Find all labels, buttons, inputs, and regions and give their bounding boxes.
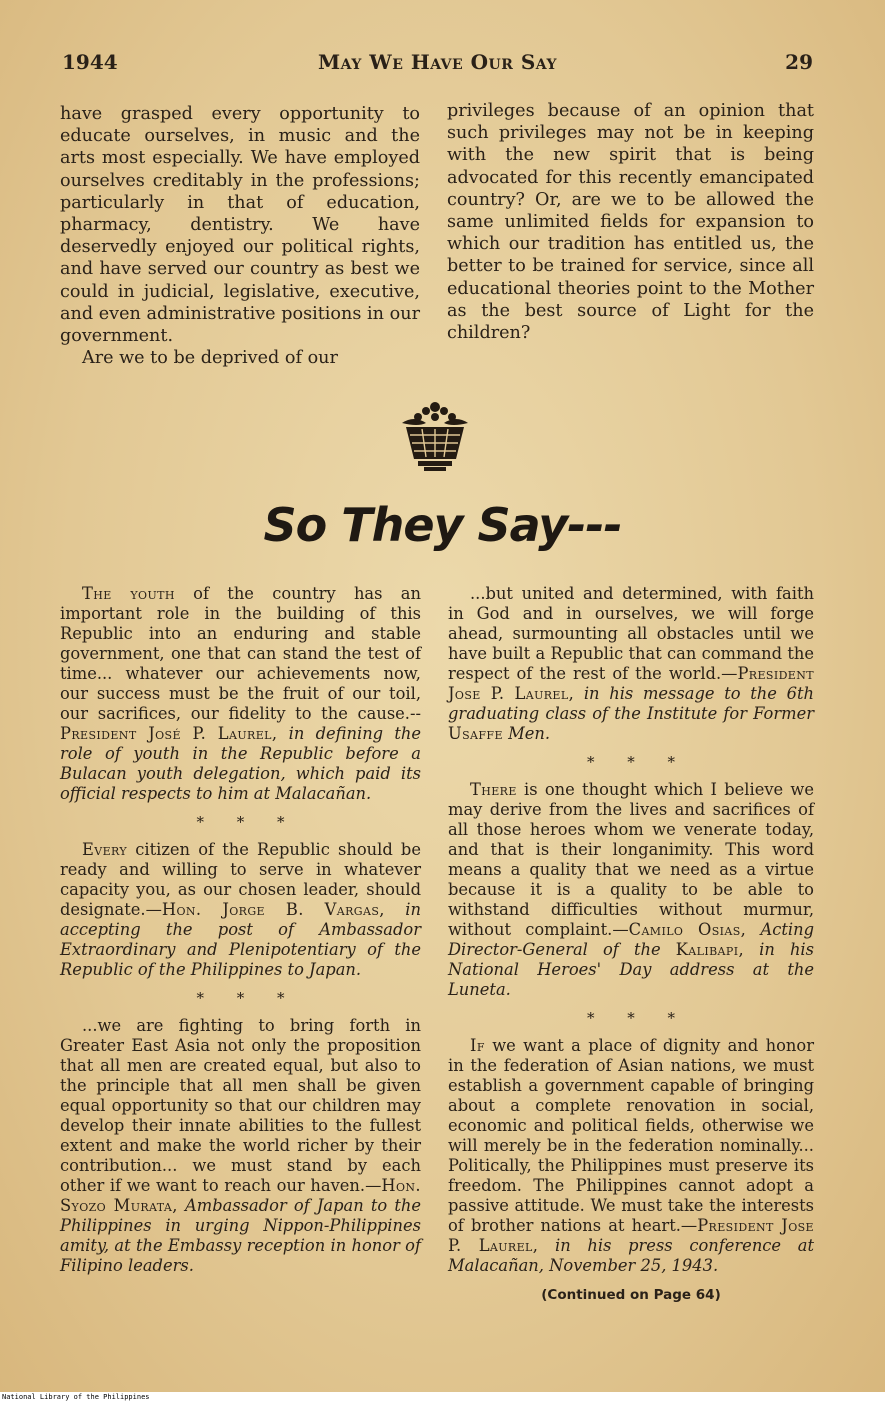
quote-text: we want a place of dignity and honor in the federation of Asian nations, we must establish a government capable of bringing about a complete renovation in social, economic and political fields, otherwise we will merely be in the federation nominally... Politically, the Philippines must preserve its freedom. The Philippines cannot adopt a passive attitude. We must take the interests of brother nations at heart.— <box>448 1036 814 1235</box>
quote-context: Ambassador of Japan to the Philippines in urging Nippon-Philippines amity, at the Embassy reception in honor of Filipino leaders. <box>60 1196 422 1275</box>
quote-context: in accepting the post of Ambassador Extraordinary and Plenipotentiary of the Republic of the Philippines to Japan. <box>60 900 422 979</box>
quote-fighting <box>60 1016 421 1276</box>
quote-context: in defining the role of youth in the Republic before a Bulacan youth delegation, which paid its official respects to him at Malacañan. <box>60 724 421 803</box>
quote-author: President Jose P. Laurel, <box>448 664 814 703</box>
quote-text: citizen of the Republic should be ready and willing to serve in whatever capacity you, as our chosen leader, should designate.— <box>60 840 421 919</box>
article-column-left <box>60 103 420 369</box>
header-page-number: 29 <box>785 50 813 74</box>
quote-lead: There <box>470 780 517 799</box>
article-paragraph: Are we to be deprived of our <box>82 348 338 369</box>
flower-basket-ornament-icon <box>396 397 474 475</box>
page-header <box>62 50 813 80</box>
quote-author: Hon. Jorge B. Vargas, <box>161 900 385 919</box>
quote-united <box>448 584 814 744</box>
stars-separator: * * * <box>196 989 299 1007</box>
quotes-column-right <box>448 584 814 1306</box>
quote-lead: If <box>470 1036 485 1055</box>
footer-credit: National Library of the Philippines <box>0 1392 885 1403</box>
quote-author: Camilo Osias, <box>628 920 747 939</box>
article-paragraph: privileges because of an opinion that such privileges may not be in keeping with the new spirit that is being advocated for this recently emancipated country? Or, are we to be allowed the same unlimited fields for expansion to which our tradition has entitled us, the better to be trained for service, since all educational theories point to the Mother as the best source of Light for the children? <box>447 101 814 344</box>
stars-separator: * * * <box>586 753 690 771</box>
header-year: 1944 <box>62 50 118 74</box>
quote-author: President Jose P. Laurel, <box>448 1216 814 1255</box>
section-title: So They Say--- <box>263 498 622 552</box>
quote-context: in his message to the 6th graduating class of the Institute for Former <box>448 684 814 723</box>
quote-context: in his National Heroes' Day address at the Luneta. <box>448 940 814 999</box>
quote-text: ...we are fighting to bring forth in Greater East Asia not only the proposition that all men are created equal, but also to the principle that all men shall be given equal opportunity so that our children may develop their innate abilities to the fullest extent and make the world richer by their contribution... we must stand by each other if we want to reach our haven.— <box>60 1016 421 1195</box>
continued-notice: (Continued on Page 64) <box>541 1287 721 1303</box>
quote-lead: The youth <box>82 584 175 603</box>
quotes-column-left <box>60 584 421 1276</box>
article-column-right <box>447 100 814 344</box>
article-paragraph: have grasped every opportunity to educate ourselves, in music and the arts most especially. We have employed ourselves creditably in the professions; particularly in that of education, pharmacy, dentistry. We have deservedly enjoyed our political rights, and have served our country as best we could in judicial, legislative, executive, and even administrative positions in our government. <box>60 104 420 347</box>
quote-context: in his press conference at Malacañan, November 25, 1943. <box>448 1236 814 1275</box>
stars-separator: * * * <box>196 813 299 831</box>
quote-text: of the country has an important role in the building of this Republic into an enduring and stable government, one that can stand the test of time... whatever our achievements now, our success must be the fruit of our toil, our sacrifices, our fidelity to the cause.-- <box>60 584 421 723</box>
quote-context-org: Kalibapi, <box>675 940 745 959</box>
stars-separator: * * * <box>586 1009 690 1027</box>
quote-context: Men. <box>502 724 551 743</box>
quote-lead: Every <box>82 840 128 859</box>
quote-citizen <box>60 840 421 980</box>
quote-context: Acting Director-General of the <box>448 920 814 959</box>
header-journal-title: May We Have Our Say <box>318 50 557 74</box>
quote-context-abbrev: Usaffe <box>448 724 503 743</box>
quote-text: ...but united and determined, with faith in God and in ourselves, we will forge ahead, surmounting all obstacles until we have built a Republic that can command the respect of the rest of the world.— <box>448 584 814 683</box>
quote-youth <box>60 584 421 804</box>
quote-dignity <box>448 1036 814 1276</box>
quote-heroes <box>448 780 814 1000</box>
quote-author: Hon. Syozo Murata, <box>60 1176 421 1215</box>
quote-author: President José P. Laurel, <box>60 724 278 743</box>
quote-text: is one thought which I believe we may derive from the lives and sacrifices of all those heroes whom we venerate today, and that is their longanimity. This word means a quality that we need as a virtue because it is a quality to be able to withstand difficulties without murmur, without complaint.— <box>448 780 814 939</box>
